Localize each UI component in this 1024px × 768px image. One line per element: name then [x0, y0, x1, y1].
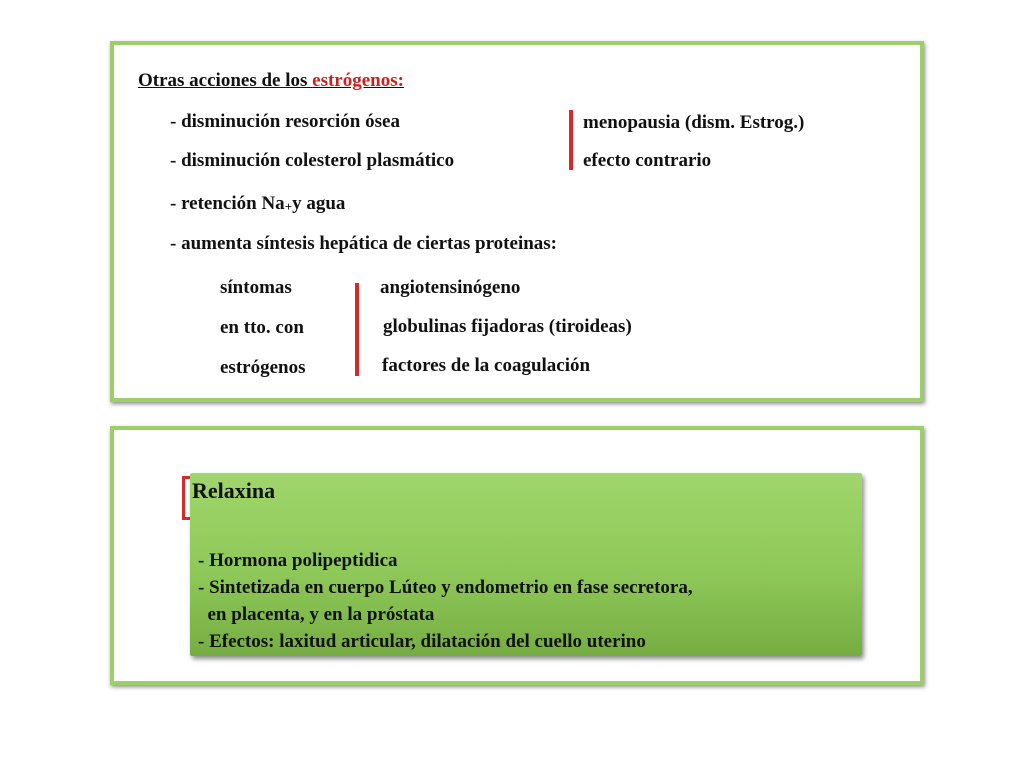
sodium-text: - retención Na	[170, 193, 285, 214]
relaxina-line-3: en placenta, y en la próstata	[198, 604, 435, 625]
protein-globulins: globulinas fijadoras (tiroideas)	[383, 316, 632, 337]
symptoms-label: síntomas	[220, 277, 292, 298]
protein-coagulation: factores de la coagulación	[382, 355, 591, 376]
divider-bar-right	[569, 110, 573, 170]
estrogen-actions-panel	[110, 41, 924, 402]
estrogens-label: estrógenos	[220, 357, 306, 378]
item-bone-resorption: - disminución resorción ósea	[170, 111, 400, 132]
relaxina-line-4: - Efectos: laxitud articular, dilatación del cuello uterino	[198, 631, 646, 652]
relaxina-line-2: - Sintetizada en cuerpo Lúteo y endometrio en fase secretora,	[198, 577, 693, 598]
relaxina-line-1: - Hormona polipeptidica	[198, 550, 398, 571]
title-highlight: estrógenos:	[312, 70, 404, 91]
item-cholesterol: - disminución colesterol plasmático	[170, 150, 455, 171]
menopause-label: menopausia (dism. Estrog.)	[583, 112, 805, 133]
opposite-effect-label: efecto contrario	[583, 150, 712, 171]
protein-angiotensinogen: angiotensinógeno	[380, 277, 521, 298]
sodium-tail: y agua	[292, 193, 346, 214]
item-sodium-retention	[170, 193, 345, 215]
section-title	[138, 70, 404, 92]
divider-bar-left	[355, 283, 359, 376]
treatment-label: en tto. con	[220, 317, 304, 338]
item-protein-synthesis: - aumenta síntesis hepática de ciertas proteinas:	[170, 233, 558, 254]
relaxina-title: Relaxina	[192, 478, 276, 503]
title-text: Otras acciones de los	[138, 70, 313, 91]
sodium-superscript: +	[284, 199, 293, 214]
